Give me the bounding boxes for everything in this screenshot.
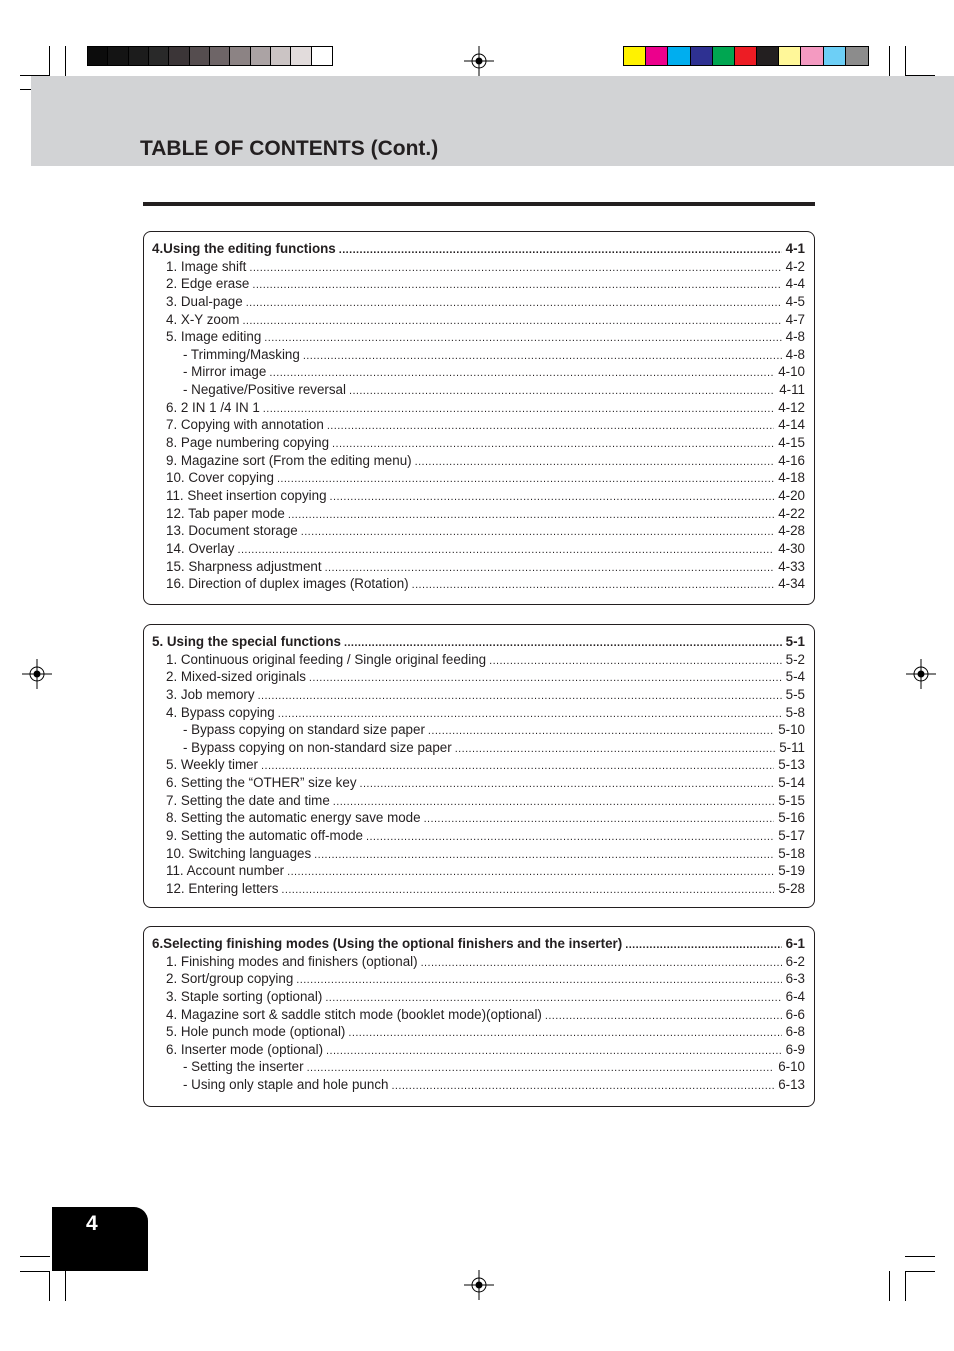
dot-leader xyxy=(309,670,782,686)
toc-entry-title: 16. Direction of duplex images (Rotation) xyxy=(166,576,409,592)
registration-target-icon xyxy=(22,659,52,689)
toc-entry-title: 9. Magazine sort (From the editing menu) xyxy=(166,452,412,468)
dot-leader xyxy=(249,260,781,276)
dot-leader xyxy=(455,741,775,757)
dot-leader xyxy=(366,829,774,845)
toc-subentry[interactable] xyxy=(152,739,805,757)
toc-entry[interactable] xyxy=(152,399,805,417)
toc-entry-title: 7. Copying with annotation xyxy=(166,417,324,433)
calibration-swatch xyxy=(169,47,189,65)
toc-entry-title: 10. Cover copying xyxy=(166,470,274,486)
toc-entry[interactable] xyxy=(152,540,805,558)
toc-page-number: 4-18 xyxy=(778,470,805,486)
toc-entry[interactable] xyxy=(152,293,805,311)
toc-entry-title: 11. Sheet insertion copying xyxy=(166,487,327,503)
calibration-swatch xyxy=(779,47,801,65)
toc-entry[interactable] xyxy=(152,258,805,276)
toc-page-number: 6-4 xyxy=(785,988,805,1004)
dot-leader xyxy=(263,401,774,417)
calibration-swatch xyxy=(757,47,779,65)
toc-entry-title: 6. 2 IN 1 /4 IN 1 xyxy=(166,399,260,415)
toc-entry[interactable] xyxy=(152,1006,805,1024)
calibration-swatch xyxy=(190,47,210,65)
toc-page-number: 5-15 xyxy=(778,792,805,808)
toc-entry-title: 6.Selecting finishing modes (Using the optional finishers and the inserter) xyxy=(152,936,623,951)
dot-leader xyxy=(545,1008,782,1024)
toc-entry-title: 8. Setting the automatic energy save mode xyxy=(166,810,421,826)
calibration-swatch xyxy=(108,47,128,65)
calibration-swatch xyxy=(668,47,690,65)
toc-page-number: 5-2 xyxy=(785,651,805,667)
dot-leader xyxy=(303,348,782,364)
crop-mark xyxy=(20,1271,50,1272)
calibration-swatch xyxy=(291,47,311,65)
grayscale-calibration-bar xyxy=(87,46,333,66)
toc-page-number: 6-1 xyxy=(785,936,805,951)
toc-page-number: 5-1 xyxy=(785,634,805,649)
toc-entry-title: - Setting the inserter xyxy=(183,1059,304,1075)
color-calibration-bar xyxy=(623,46,869,66)
toc-entry-title: 1. Finishing modes and finishers (optional) xyxy=(166,953,418,969)
toc-page-number: 4-34 xyxy=(778,576,805,592)
toc-page-number: 5-14 xyxy=(778,775,805,791)
toc-entry-title: 12. Tab paper mode xyxy=(166,505,285,521)
calibration-swatch xyxy=(271,47,291,65)
toc-section-heading[interactable] xyxy=(152,240,805,258)
toc-page-number: 4-2 xyxy=(785,258,805,274)
toc-section-5 xyxy=(143,624,815,908)
crop-mark xyxy=(905,46,906,76)
dot-leader xyxy=(327,418,774,434)
toc-entry[interactable] xyxy=(152,452,805,470)
toc-page-number: 4-16 xyxy=(778,452,805,468)
toc-page-number: 5-17 xyxy=(778,828,805,844)
dot-leader xyxy=(344,635,782,651)
toc-page-number: 4-20 xyxy=(778,487,805,503)
toc-page-number: 4-8 xyxy=(785,329,805,345)
dot-leader xyxy=(281,882,774,898)
toc-page-number: 4-8 xyxy=(785,346,805,362)
calibration-swatch xyxy=(801,47,823,65)
dot-leader xyxy=(242,313,781,329)
toc-page-number: 5-8 xyxy=(785,704,805,720)
toc-entry[interactable] xyxy=(152,970,805,988)
toc-page-number: 6-2 xyxy=(785,953,805,969)
toc-page-number: 5-18 xyxy=(778,845,805,861)
calibration-swatch xyxy=(624,47,646,65)
crop-mark xyxy=(20,1256,50,1257)
toc-entry-title: - Bypass copying on standard size paper xyxy=(183,722,425,738)
dot-leader xyxy=(278,706,782,722)
toc-page-number: 5-11 xyxy=(779,739,805,755)
toc-entry-title: 4. Magazine sort & saddle stitch mode (booklet mode)(optional) xyxy=(166,1006,542,1022)
toc-page-number: 4-5 xyxy=(785,293,805,309)
toc-entry-title: 4. Bypass copying xyxy=(166,704,275,720)
crop-mark xyxy=(49,46,50,76)
calibration-swatch xyxy=(846,47,868,65)
calibration-swatch xyxy=(149,47,169,65)
toc-page-number: 5-16 xyxy=(778,810,805,826)
toc-entry-title: 4.Using the editing functions xyxy=(152,241,336,256)
toc-subentry[interactable] xyxy=(152,1058,805,1076)
toc-subentry[interactable] xyxy=(152,381,805,399)
toc-page-number: 5-28 xyxy=(778,880,805,896)
crop-mark xyxy=(65,1271,66,1301)
toc-page-number: 5-13 xyxy=(778,757,805,773)
toc-entry-title: - Using only staple and hole punch xyxy=(183,1077,389,1093)
toc-subentry[interactable] xyxy=(152,721,805,739)
toc-entry[interactable] xyxy=(152,575,805,593)
crop-mark xyxy=(889,46,890,76)
dot-leader xyxy=(330,489,775,505)
dot-leader xyxy=(325,560,775,576)
toc-entry-title: 5. Using the special functions xyxy=(152,634,341,649)
calibration-swatch xyxy=(824,47,846,65)
toc-entry[interactable] xyxy=(152,774,805,792)
toc-entry-title: 2. Sort/group copying xyxy=(166,971,294,987)
toc-page-number: 6-9 xyxy=(785,1041,805,1057)
toc-page-number: 4-7 xyxy=(785,311,805,327)
toc-entry-title: 6. Inserter mode (optional) xyxy=(166,1041,324,1057)
crop-mark xyxy=(905,1271,935,1272)
toc-entry-title: 15. Sharpness adjustment xyxy=(166,558,322,574)
calibration-swatch xyxy=(713,47,735,65)
toc-entry[interactable] xyxy=(152,522,805,540)
dot-leader xyxy=(288,507,774,523)
toc-entry-title: 11. Account number xyxy=(166,863,285,879)
calibration-swatch xyxy=(735,47,757,65)
toc-entry[interactable] xyxy=(152,651,805,669)
toc-entry-title: 5. Weekly timer xyxy=(166,757,259,773)
toc-section-6 xyxy=(143,926,815,1107)
toc-entry-title: - Bypass copying on non-standard size paper xyxy=(183,739,452,755)
toc-entry[interactable] xyxy=(152,953,805,971)
dot-leader xyxy=(326,1043,782,1059)
toc-subentry[interactable] xyxy=(152,1076,805,1094)
toc-entry-title: 2. Edge erase xyxy=(166,276,250,292)
toc-page-number: 6-6 xyxy=(785,1006,805,1022)
title-rule xyxy=(143,202,815,206)
toc-entry-title: 9. Setting the automatic off-mode xyxy=(166,828,364,844)
calibration-swatch xyxy=(312,47,332,65)
toc-page-number: 4-28 xyxy=(778,523,805,539)
crop-mark xyxy=(65,46,66,76)
calibration-swatch xyxy=(129,47,149,65)
toc-page-number: 4-11 xyxy=(779,382,805,398)
toc-entry-title: 10. Switching languages xyxy=(166,845,312,861)
dot-leader xyxy=(261,758,774,774)
dot-leader xyxy=(412,577,775,593)
dot-leader xyxy=(325,990,781,1006)
toc-entry[interactable] xyxy=(152,1023,805,1041)
dot-leader xyxy=(489,653,782,669)
dot-leader xyxy=(307,1060,775,1076)
toc-entry[interactable] xyxy=(152,686,805,704)
dot-leader xyxy=(246,295,782,311)
toc-entry-title: 14. Overlay xyxy=(166,540,235,556)
toc-entry[interactable] xyxy=(152,792,805,810)
toc-entry-title: 1. Image shift xyxy=(166,258,247,274)
toc-entry[interactable] xyxy=(152,668,805,686)
toc-entry[interactable] xyxy=(152,756,805,774)
toc-entry-title: 3. Job memory xyxy=(166,686,255,702)
toc-entry-title: 3. Dual-page xyxy=(166,293,243,309)
toc-entry-title: - Negative/Positive reversal xyxy=(183,382,346,398)
dot-leader xyxy=(339,242,782,258)
toc-subentry[interactable] xyxy=(152,346,805,364)
toc-entry-title: - Mirror image xyxy=(183,364,267,380)
page-number: 4 xyxy=(86,1212,98,1235)
dot-leader xyxy=(287,864,774,880)
dot-leader xyxy=(360,776,775,792)
dot-leader xyxy=(424,811,775,827)
toc-entry[interactable] xyxy=(152,558,805,576)
toc-entry-title: 2. Mixed-sized originals xyxy=(166,669,306,685)
dot-leader xyxy=(391,1078,774,1094)
calibration-swatch xyxy=(210,47,230,65)
toc-entry[interactable] xyxy=(152,505,805,523)
dot-leader xyxy=(349,383,775,399)
crop-mark xyxy=(905,1256,935,1257)
calibration-swatch xyxy=(646,47,668,65)
crop-mark xyxy=(905,1271,906,1301)
toc-page-number: 4-30 xyxy=(778,540,805,556)
dot-leader xyxy=(277,471,774,487)
toc-entry-title: 13. Document storage xyxy=(166,523,298,539)
toc-subentry[interactable] xyxy=(152,363,805,381)
toc-entry[interactable] xyxy=(152,704,805,722)
toc-entry-title: 4. X-Y zoom xyxy=(166,311,240,327)
page-title: TABLE OF CONTENTS (Cont.) xyxy=(140,137,439,160)
calibration-swatch xyxy=(251,47,271,65)
toc-entry-title: 1. Continuous original feeding / Single original feeding xyxy=(166,651,487,667)
toc-entry[interactable] xyxy=(152,880,805,898)
toc-entry-title: 12. Entering letters xyxy=(166,880,279,896)
dot-leader xyxy=(333,794,774,810)
registration-target-icon xyxy=(906,659,936,689)
toc-entry[interactable] xyxy=(152,328,805,346)
dot-leader xyxy=(296,972,781,988)
toc-entry[interactable] xyxy=(152,862,805,880)
toc-entry[interactable] xyxy=(152,988,805,1006)
registration-target-icon xyxy=(464,1270,494,1300)
toc-page-number: 4-1 xyxy=(785,241,805,256)
dot-leader xyxy=(421,955,782,971)
toc-entry-title: 5. Image editing xyxy=(166,329,262,345)
dot-leader xyxy=(415,454,775,470)
dot-leader xyxy=(428,723,774,739)
dot-leader xyxy=(258,688,782,704)
toc-entry-title: 6. Setting the “OTHER” size key xyxy=(166,775,357,791)
calibration-swatch xyxy=(88,47,108,65)
toc-page-number: 4-10 xyxy=(778,364,805,380)
toc-section-heading[interactable] xyxy=(152,935,805,953)
dot-leader xyxy=(269,365,774,381)
toc-entry[interactable] xyxy=(152,275,805,293)
toc-entry[interactable] xyxy=(152,487,805,505)
toc-entry[interactable] xyxy=(152,434,805,452)
calibration-swatch xyxy=(230,47,250,65)
toc-entry[interactable] xyxy=(152,827,805,845)
dot-leader xyxy=(301,524,774,540)
toc-page-number: 5-5 xyxy=(785,686,805,702)
toc-section-heading[interactable] xyxy=(152,633,805,651)
dot-leader xyxy=(348,1025,781,1041)
toc-entry-title: - Trimming/Masking xyxy=(183,346,300,362)
toc-entry[interactable] xyxy=(152,311,805,329)
dot-leader xyxy=(625,937,781,953)
toc-page-number: 5-4 xyxy=(785,669,805,685)
toc-page-number: 4-12 xyxy=(778,399,805,415)
toc-entry-title: 5. Hole punch mode (optional) xyxy=(166,1024,346,1040)
dot-leader xyxy=(252,277,781,293)
toc-page-number: 6-8 xyxy=(785,1024,805,1040)
toc-page-number: 4-22 xyxy=(778,505,805,521)
toc-entry-title: 7. Setting the date and time xyxy=(166,792,330,808)
crop-mark xyxy=(889,1271,890,1301)
dot-leader xyxy=(264,330,781,346)
toc-entry[interactable] xyxy=(152,1041,805,1059)
toc-page-number: 4-4 xyxy=(785,276,805,292)
toc-page-number: 4-15 xyxy=(778,435,805,451)
toc-page-number: 6-3 xyxy=(785,971,805,987)
dot-leader xyxy=(237,542,774,558)
dot-leader xyxy=(332,436,774,452)
calibration-swatch xyxy=(691,47,713,65)
toc-entry[interactable] xyxy=(152,469,805,487)
toc-page-number: 6-10 xyxy=(778,1059,805,1075)
toc-page-number: 4-33 xyxy=(778,558,805,574)
registration-target-icon xyxy=(464,46,494,76)
dot-leader xyxy=(314,847,774,863)
page-number-tab xyxy=(52,1207,148,1271)
toc-section-4 xyxy=(143,231,815,605)
toc-page-number: 4-14 xyxy=(778,417,805,433)
toc-entry[interactable] xyxy=(152,809,805,827)
toc-entry-title: 8. Page numbering copying xyxy=(166,435,330,451)
toc-page-number: 6-13 xyxy=(778,1077,805,1093)
toc-page-number: 5-19 xyxy=(778,863,805,879)
crop-mark xyxy=(49,1271,50,1301)
toc-entry[interactable] xyxy=(152,845,805,863)
toc-entry[interactable] xyxy=(152,416,805,434)
toc-entry-title: 3. Staple sorting (optional) xyxy=(166,988,323,1004)
toc-page-number: 5-10 xyxy=(778,722,805,738)
